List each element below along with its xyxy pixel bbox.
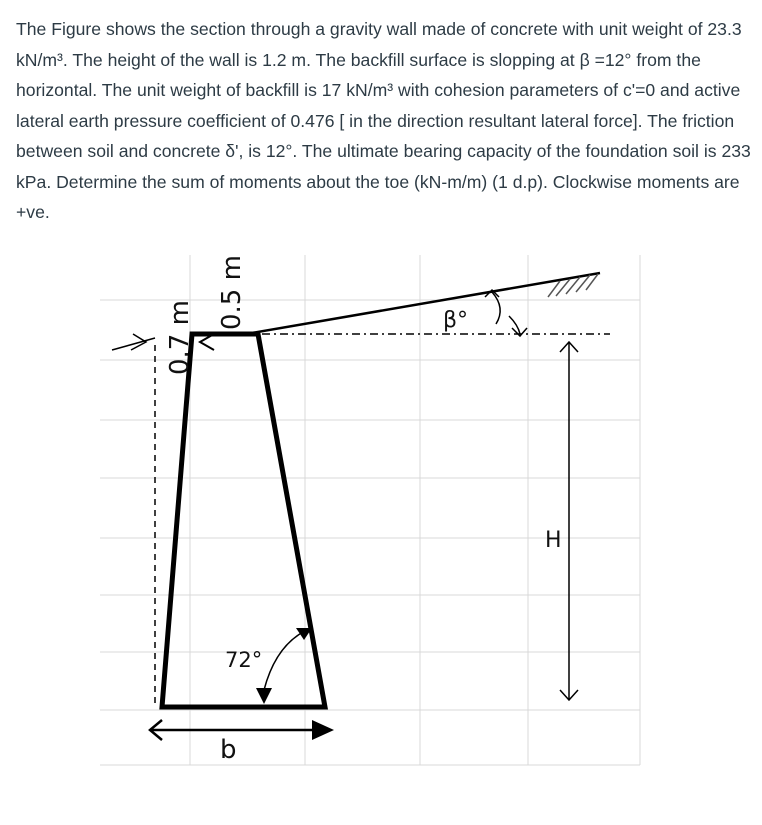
height-dimension-arrow — [560, 342, 578, 700]
label-0-5m: 0.5 m — [217, 255, 247, 330]
label-b: b — [220, 735, 237, 765]
base-width-arrowhead — [312, 720, 334, 740]
angle-arc — [264, 632, 303, 690]
label-beta: β° — [443, 308, 469, 333]
question-paragraph: The Figure shows the section through a gravity wall made of concrete with unit weight of 23.3 kN/m³. The height of the wall is 1.2 m. The backfill surface is slopping at β =12° from the horizontal. The unit weight of backfill is 17 kN/m³ with cohesion parameters of c'=0 and active lateral earth pressure coefficient of 0.476 [ in the direction resultant lateral force]. The friction between soil and concrete δ', is 12°. The ultimate bearing capacity of the foundation soil is 233 kPa. Determine the sum of moments about the toe (kN-m/m) (1 d.p). Clockwise moments are +ve. — [16, 19, 751, 222]
beta-arc-arrows — [485, 290, 527, 336]
label-H: H — [545, 528, 562, 553]
backfill-slope-line — [246, 273, 600, 334]
base-width-arrow — [150, 720, 330, 740]
angle-arrowhead-bottom — [256, 688, 272, 704]
label-72-degrees: 72° — [225, 648, 263, 672]
label-0-7m: 0.7 m — [165, 300, 195, 375]
